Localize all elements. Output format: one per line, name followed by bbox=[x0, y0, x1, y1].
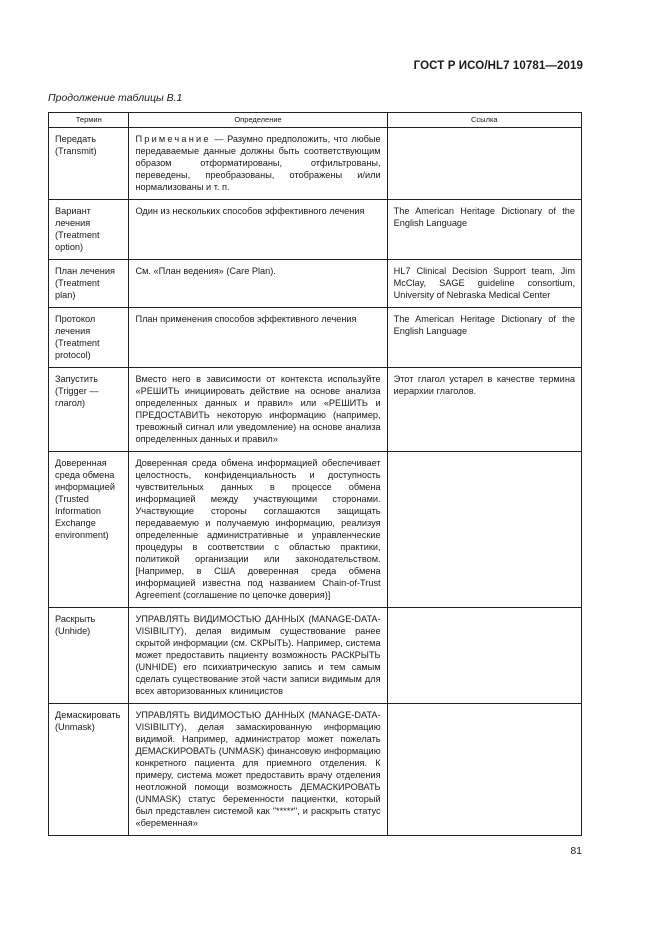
table-row bbox=[49, 704, 582, 836]
definition-cell: Вместо него в зависимости от контекста используйте «РЕШИТЬ инициировать действие на основе анализа определенных данных и правил» или «РЕШИТЬ и ПРЕДОСТАВИТЬ некоторую информацию (например, тревожный сигнал или уведомление) на основе анализа определенных данных и правил» bbox=[129, 368, 387, 452]
document-id: ГОСТ Р ИСО/HL7 10781—2019 bbox=[413, 60, 583, 72]
term-cell: Раскрыть (Unhide) bbox=[49, 608, 129, 704]
term-cell: Демаскировать (Unmask) bbox=[49, 704, 129, 836]
page-number: 81 bbox=[570, 845, 582, 857]
reference-cell: The American Heritage Dictionary of the English Language bbox=[387, 200, 581, 260]
reference-cell bbox=[387, 452, 581, 608]
header-definition: Определение bbox=[129, 113, 387, 128]
definition-cell: УПРАВЛЯТЬ ВИДИМОСТЬЮ ДАННЫХ (MANAGE-DATA-VISIBILITY), делая замаскированную информацию видимой. Например, администратор может пожелать ДЕМАСКИРОВАТЬ (UNMASK) финансовую информацию конкретного пациента для приемного отделения. К примеру, система может предоставить врачу отделения неотложной помощи возможность ДЕМАСКИРОВАТЬ (UNMASK) статус беременности пациентки, который был представлен системой как "*****", и раскрыть статус «беременная» bbox=[129, 704, 387, 836]
table-row bbox=[49, 260, 582, 308]
term-cell: План лечения (Treatment plan) bbox=[49, 260, 129, 308]
table-row bbox=[49, 308, 582, 368]
term-cell: Доверенная среда обмена информацией (Trusted Information Exchange environment) bbox=[49, 452, 129, 608]
table-row bbox=[49, 608, 582, 704]
terms-table bbox=[48, 112, 582, 836]
definition-cell: См. «План ведения» (Care Plan). bbox=[129, 260, 387, 308]
term-cell: Передать (Transmit) bbox=[49, 128, 129, 200]
definition-cell: УПРАВЛЯТЬ ВИДИМОСТЬЮ ДАННЫХ (MANAGE-DATA-VISIBILITY), делая видимым существование ранее скрытой информации (см. СКРЫТЬ). Например, система может предоставить пациенту возможность РАСКРЫТЬ (UNHIDE) его психиатрическую запись и тем самым сделать существование этой части записи видимым для всех авторизованных клиницистов bbox=[129, 608, 387, 704]
definition-text: — Разумно предположить, что любые передаваемые данные должны быть соответствующим образом отформатированы, отфильтрованы, переведены, преобразованы, отображены и/или нормализованы и т. п. bbox=[135, 134, 381, 192]
table-row bbox=[49, 128, 582, 200]
table-header-row bbox=[49, 113, 582, 128]
note-prefix: Примечание bbox=[135, 134, 211, 144]
table-caption: Продолжение таблицы В.1 bbox=[48, 92, 183, 104]
definition-cell: Доверенная среда обмена информацией обеспечивает целостность, конфиденциальность и доступность чувствительных данных в процессе обмена информацией между участвующими сторонами. Участвующие стороны соглашаются защищать передаваемую и получаемую информацию, реализуя определенные административные и управленческие процедуры в соответствии с областью практики, политикой организации или законодательством. [Например, в США доверенная среда обмена информацией известна под названием Chain-of-Trust Agreement (соглашение по цепочке доверия)] bbox=[129, 452, 387, 608]
definition-cell: План применения способов эффективного лечения bbox=[129, 308, 387, 368]
reference-cell: The American Heritage Dictionary of the English Language bbox=[387, 308, 581, 368]
definition-cell: Один из нескольких способов эффективного лечения bbox=[129, 200, 387, 260]
term-cell: Протокол лечения (Treatment protocol) bbox=[49, 308, 129, 368]
reference-cell: HL7 Clinical Decision Support team, Jim McClay, SAGE guideline consortium, University of Nebraska Medical Center bbox=[387, 260, 581, 308]
reference-cell bbox=[387, 704, 581, 836]
header-reference: Ссылка bbox=[387, 113, 581, 128]
term-cell: Вариант лечения (Treatment option) bbox=[49, 200, 129, 260]
table-row bbox=[49, 452, 582, 608]
table-row bbox=[49, 368, 582, 452]
table-row bbox=[49, 200, 582, 260]
header-term: Термин bbox=[49, 113, 129, 128]
reference-cell: Этот глагол устарел в качестве термина иерархии глаголов. bbox=[387, 368, 581, 452]
term-cell: Запустить (Trigger — глагол) bbox=[49, 368, 129, 452]
reference-cell bbox=[387, 128, 581, 200]
definition-cell bbox=[129, 128, 387, 200]
reference-cell bbox=[387, 608, 581, 704]
